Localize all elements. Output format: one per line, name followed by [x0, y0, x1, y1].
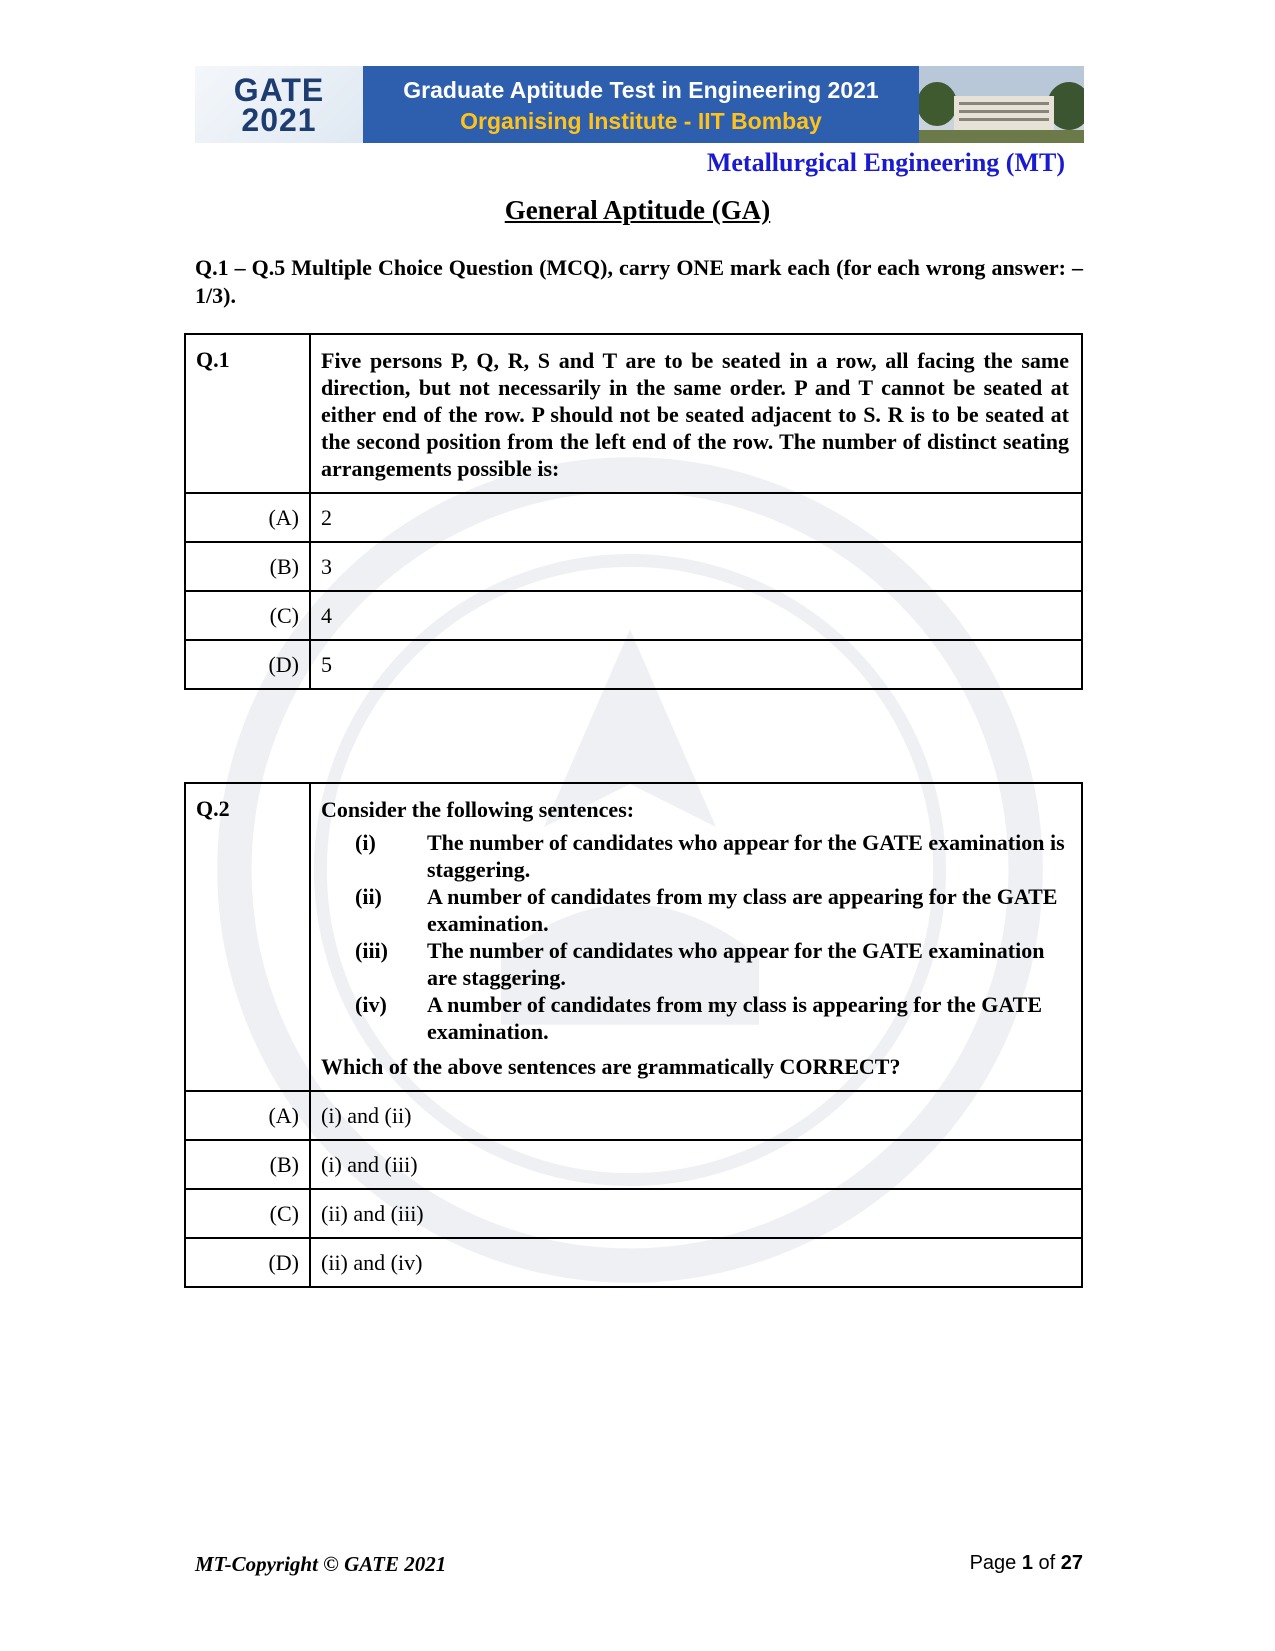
banner-text — [363, 66, 919, 143]
option-label: (A) — [185, 493, 310, 542]
logo-line-2: 2021 — [241, 101, 317, 138]
option-row[interactable] — [185, 493, 1082, 542]
option-text: 2 — [310, 493, 1082, 542]
option-text: (ii) and (iv) — [310, 1238, 1082, 1287]
option-row[interactable] — [185, 1189, 1082, 1238]
option-text: 5 — [310, 640, 1082, 689]
option-label: (C) — [185, 1189, 310, 1238]
sentence-text: The number of candidates who appear for the GATE examination are staggering. — [427, 938, 1045, 990]
option-text: (i) and (ii) — [310, 1091, 1082, 1140]
option-label: (A) — [185, 1091, 310, 1140]
sentence-text: The number of candidates who appear for the GATE examination is staggering. — [427, 830, 1065, 882]
sentence-text: A number of candidates from my class are appearing for the GATE examination. — [427, 884, 1058, 936]
footer-copyright: MT-Copyright © GATE 2021 — [195, 1552, 447, 1576]
gate-logo — [195, 66, 363, 143]
gate-banner — [195, 66, 1084, 143]
option-label: (C) — [185, 591, 310, 640]
question-number: Q.1 — [185, 334, 310, 493]
sentence-number: (i) — [355, 830, 376, 855]
sentence-number: (iv) — [355, 992, 387, 1017]
department-title: Metallurgical Engineering (MT) — [706, 148, 1065, 177]
option-text: (i) and (iii) — [310, 1140, 1082, 1189]
page-total: 27 — [1060, 1552, 1083, 1574]
question-stem: Five persons P, Q, R, S and T are to be seated in a row, all facing the same direction, but not necessarily in the same order. P and T cannot be seated at either end of the row. P should not be seated adjacent to S. R is to be seated at the second position from the left end of the row. The number of distinct seating arrangements possible is: — [310, 334, 1082, 493]
option-row[interactable] — [185, 591, 1082, 640]
option-row[interactable] — [185, 1140, 1082, 1189]
option-text: 3 — [310, 542, 1082, 591]
option-text: 4 — [310, 591, 1082, 640]
option-label: (D) — [185, 640, 310, 689]
campus-building-image — [919, 66, 1084, 143]
page-prefix: Page — [969, 1552, 1022, 1574]
logo-line-1: GATE — [233, 71, 325, 108]
question-prompt: Which of the above sentences are grammatically CORRECT? — [321, 1054, 901, 1079]
option-row[interactable] — [185, 542, 1082, 591]
question-number: Q.2 — [185, 783, 310, 1091]
sentence-text: A number of candidates from my class is appearing for the GATE examination. — [427, 992, 1043, 1044]
option-row[interactable] — [185, 640, 1082, 689]
section-instructions: Q.1 – Q.5 Multiple Choice Question (MCQ), carry ONE mark each (for each wrong answer: – 1/3). — [195, 255, 1083, 308]
sentence-item — [355, 991, 1069, 1045]
section-title: General Aptitude (GA) — [504, 195, 771, 225]
sentence-number: (iii) — [355, 938, 388, 963]
sentence-list — [355, 829, 1069, 1045]
option-label: (D) — [185, 1238, 310, 1287]
sentence-item — [355, 883, 1069, 937]
page-of: of — [1032, 1552, 1061, 1574]
option-text: (ii) and (iii) — [310, 1189, 1082, 1238]
banner-title: Graduate Aptitude Test in Engineering 2021 — [403, 76, 879, 103]
footer-page-number — [970, 1552, 1083, 1575]
question-table-q2 — [184, 782, 1083, 1288]
question-table-q1 — [184, 333, 1083, 690]
sentence-item — [355, 937, 1069, 991]
option-label: (B) — [185, 1140, 310, 1189]
question-stem — [310, 783, 1082, 1091]
option-label: (B) — [185, 542, 310, 591]
option-row[interactable] — [185, 1238, 1082, 1287]
question-intro: Consider the following sentences: — [321, 797, 635, 822]
option-row[interactable] — [185, 1091, 1082, 1140]
sentence-number: (ii) — [355, 884, 382, 909]
sentence-item — [355, 829, 1069, 883]
page-current: 1 — [1021, 1552, 1033, 1574]
banner-subtitle: Organising Institute - IIT Bombay — [460, 107, 822, 134]
